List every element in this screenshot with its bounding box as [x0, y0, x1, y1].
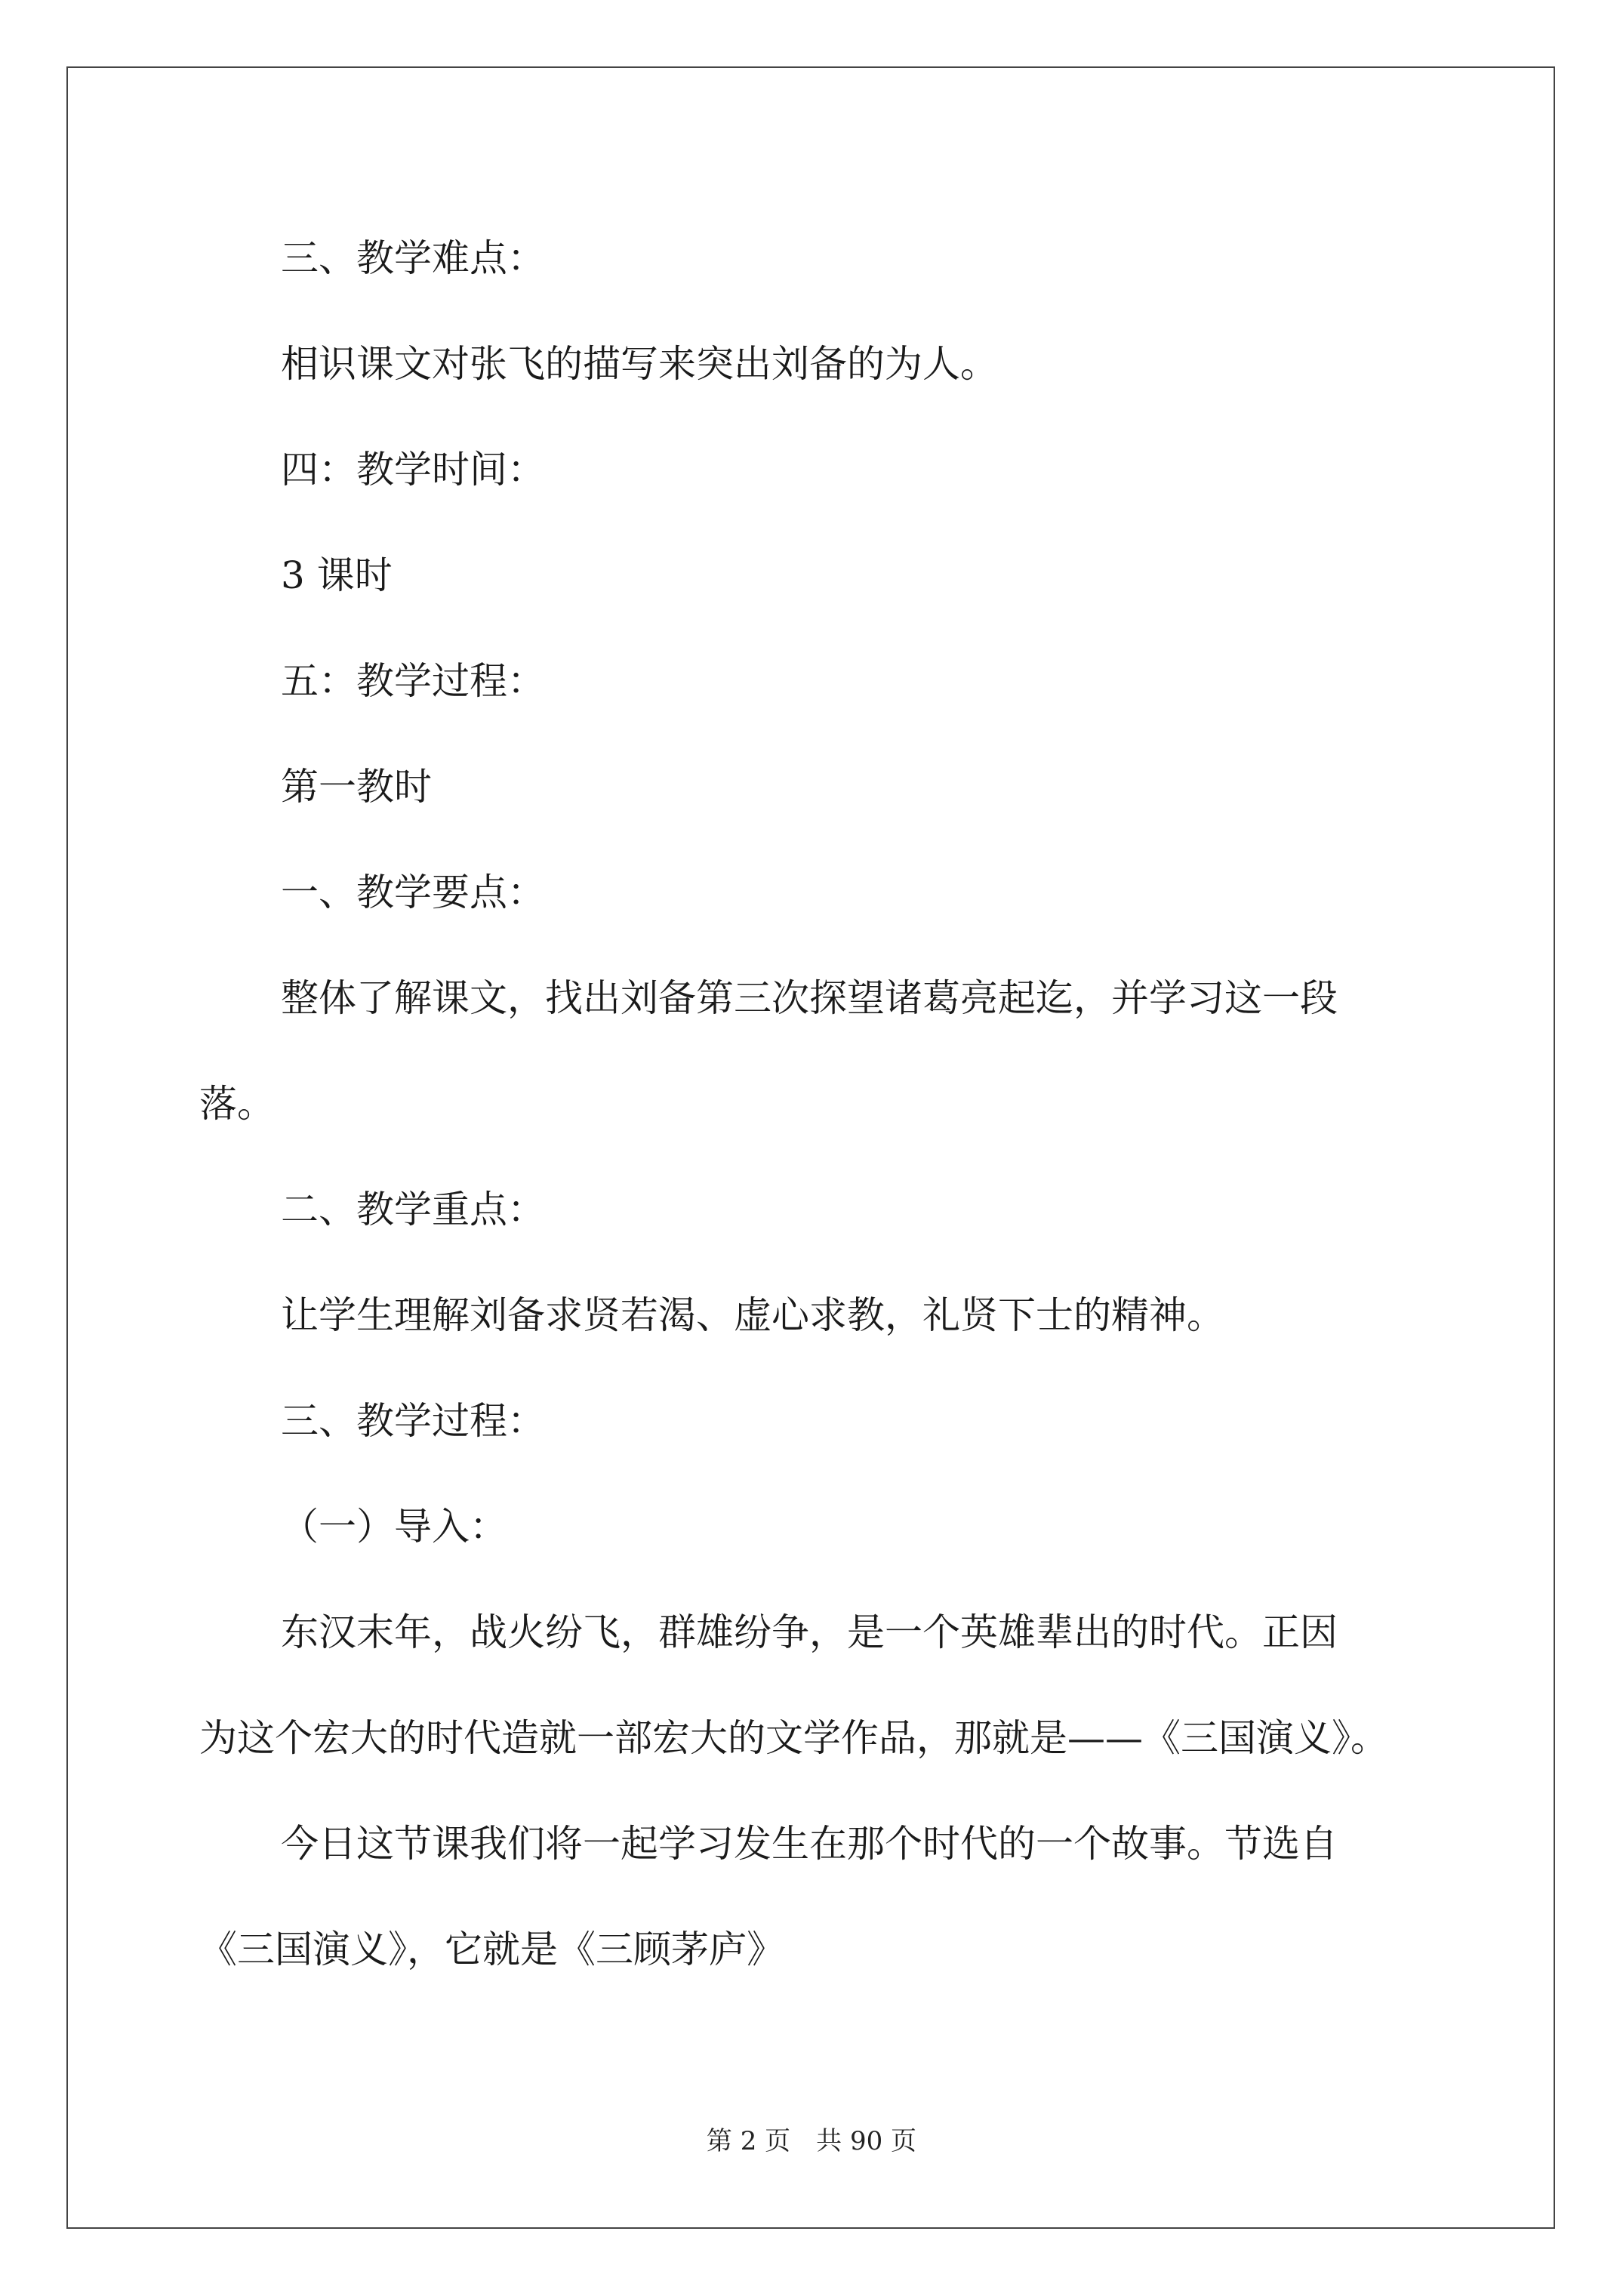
- paragraph-points-text-line1: 整体了解课文，找出刘备第三次探望诸葛亮起迄，并学习这一段: [281, 976, 1338, 1020]
- heading-key-points: 二、教学重点：: [281, 1188, 545, 1231]
- heading-first-lesson: 第一教时: [281, 765, 432, 809]
- paragraph-story-line2: 《三国演义》，它就是《三顾茅庐》: [199, 1928, 784, 1971]
- paragraph-points-text-line2: 落。: [199, 1082, 275, 1126]
- paragraph-story-line1: 今日这节课我们将一起学习发生在那个时代的一个故事。节选自: [281, 1822, 1338, 1866]
- heading-teaching-process-2: 三、教学过程：: [281, 1399, 545, 1443]
- paragraph-class-hours: 3 课时: [281, 553, 393, 597]
- heading-teaching-points: 一、教学要点：: [281, 871, 545, 914]
- heading-introduction: （一）导入：: [281, 1505, 507, 1549]
- paragraph-key-points-text: 让学生理解刘备求贤若渴、虚心求教，礼贤下士的精神。: [281, 1293, 1224, 1337]
- paragraph-difficulty-text: 相识课文对张飞的描写来突出刘备的为人。: [281, 342, 998, 386]
- heading-teaching-difficulty: 三、教学难点：: [281, 236, 545, 280]
- paragraph-intro-line1: 东汉末年，战火纷飞，群雄纷争，是一个英雄辈出的时代。正因: [281, 1610, 1338, 1654]
- heading-teaching-time: 四：教学时间：: [281, 448, 545, 492]
- heading-teaching-process: 五：教学过程：: [281, 659, 545, 703]
- page-border: [66, 66, 1555, 2229]
- page-number-footer: 第 2 页 共 90 页: [706, 2126, 917, 2156]
- paragraph-intro-line2: 为这个宏大的时代造就一部宏大的文学作品，那就是——《三国演义》。: [199, 1716, 1388, 1760]
